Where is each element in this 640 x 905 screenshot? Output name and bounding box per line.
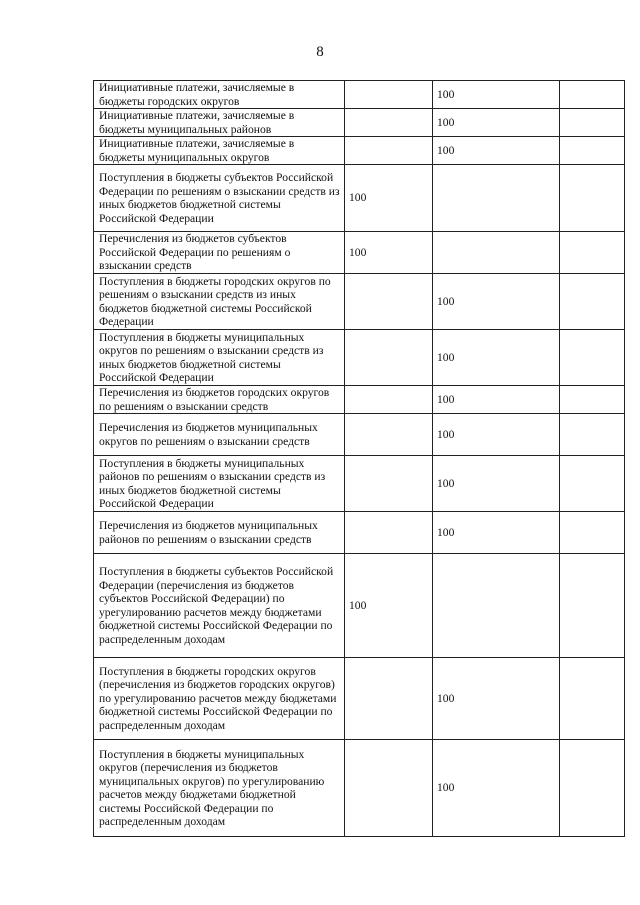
row-description: Поступления в бюджеты городских округов по решениям о взыскании средств из иных бюджетов бюджетной системы Российской Федерации bbox=[94, 274, 345, 330]
table-row bbox=[94, 512, 625, 554]
cell-col1 bbox=[345, 81, 433, 109]
cell-col2: 100 bbox=[433, 386, 560, 414]
cell-col2: 100 bbox=[433, 456, 560, 512]
cell-col3 bbox=[560, 386, 625, 414]
cell-col3 bbox=[560, 109, 625, 137]
table-row bbox=[94, 456, 625, 512]
row-description: Поступления в бюджеты субъектов Российской Федерации по решениям о взыскании средств из иных бюджетов бюджетной системы Российской Федерации bbox=[94, 165, 345, 232]
cell-col2: 100 bbox=[433, 81, 560, 109]
row-description: Инициативные платежи, зачисляемые в бюджеты муниципальных районов bbox=[94, 109, 345, 137]
cell-col1: 100 bbox=[345, 554, 433, 658]
cell-col2: 100 bbox=[433, 740, 560, 837]
cell-col2: 100 bbox=[433, 414, 560, 456]
row-description: Поступления в бюджеты муниципальных округов по решениям о взыскании средств из иных бюджетов бюджетной системы Российской Федерации bbox=[94, 330, 345, 386]
cell-col1 bbox=[345, 330, 433, 386]
row-description: Перечисления из бюджетов городских округов по решениям о взыскании средств bbox=[94, 386, 345, 414]
budget-table bbox=[93, 80, 625, 837]
table-row bbox=[94, 554, 625, 658]
table-row bbox=[94, 109, 625, 137]
table-row bbox=[94, 274, 625, 330]
cell-col1 bbox=[345, 740, 433, 837]
table-row bbox=[94, 658, 625, 740]
cell-col3 bbox=[560, 658, 625, 740]
cell-col3 bbox=[560, 512, 625, 554]
cell-col2: 100 bbox=[433, 330, 560, 386]
table-row bbox=[94, 165, 625, 232]
cell-col3 bbox=[560, 137, 625, 165]
cell-col3 bbox=[560, 330, 625, 386]
cell-col3 bbox=[560, 232, 625, 274]
table-row bbox=[94, 414, 625, 456]
cell-col1 bbox=[345, 512, 433, 554]
cell-col3 bbox=[560, 81, 625, 109]
row-description: Инициативные платежи, зачисляемые в бюджеты муниципальных округов bbox=[94, 137, 345, 165]
cell-col3 bbox=[560, 414, 625, 456]
row-description: Поступления в бюджеты городских округов (перечисления из бюджетов городских округов) по урегулированию расчетов между бюджетами бюджетной системы Российской Федерации по распределенным доходам bbox=[94, 658, 345, 740]
cell-col3 bbox=[560, 456, 625, 512]
cell-col2 bbox=[433, 232, 560, 274]
table-row bbox=[94, 232, 625, 274]
cell-col1 bbox=[345, 658, 433, 740]
row-description: Перечисления из бюджетов муниципальных районов по решениям о взыскании средств bbox=[94, 512, 345, 554]
cell-col2: 100 bbox=[433, 658, 560, 740]
row-description: Перечисления из бюджетов субъектов Российской Федерации по решениям о взыскании средств bbox=[94, 232, 345, 274]
table-row bbox=[94, 81, 625, 109]
cell-col1 bbox=[345, 414, 433, 456]
cell-col1: 100 bbox=[345, 165, 433, 232]
table-row bbox=[94, 137, 625, 165]
table-row bbox=[94, 740, 625, 837]
cell-col2 bbox=[433, 165, 560, 232]
cell-col1: 100 bbox=[345, 232, 433, 274]
cell-col2: 100 bbox=[433, 274, 560, 330]
row-description: Поступления в бюджеты муниципальных округов (перечисления из бюджетов муниципальных округов) по урегулированию расчетов между бюджетами бюджетной системы Российской Федерации по распределенным доходам bbox=[94, 740, 345, 837]
cell-col3 bbox=[560, 165, 625, 232]
row-description: Перечисления из бюджетов муниципальных округов по решениям о взыскании средств bbox=[94, 414, 345, 456]
page-number: 8 bbox=[316, 44, 324, 60]
row-description: Поступления в бюджеты субъектов Российской Федерации (перечисления из бюджетов субъектов Российской Федерации) по урегулированию расчетов между бюджетами бюджетной системы Российской Федерации по распределенным доходам bbox=[94, 554, 345, 658]
cell-col3 bbox=[560, 274, 625, 330]
row-description: Поступления в бюджеты муниципальных районов по решениям о взыскании средств из иных бюджетов бюджетной системы Российской Федерации bbox=[94, 456, 345, 512]
cell-col1 bbox=[345, 109, 433, 137]
cell-col1 bbox=[345, 274, 433, 330]
cell-col2 bbox=[433, 554, 560, 658]
cell-col2: 100 bbox=[433, 512, 560, 554]
row-description: Инициативные платежи, зачисляемые в бюджеты городских округов bbox=[94, 81, 345, 109]
table-row bbox=[94, 386, 625, 414]
cell-col2: 100 bbox=[433, 137, 560, 165]
cell-col1 bbox=[345, 386, 433, 414]
cell-col1 bbox=[345, 456, 433, 512]
cell-col3 bbox=[560, 554, 625, 658]
table-row bbox=[94, 330, 625, 386]
cell-col2: 100 bbox=[433, 109, 560, 137]
cell-col1 bbox=[345, 137, 433, 165]
cell-col3 bbox=[560, 740, 625, 837]
